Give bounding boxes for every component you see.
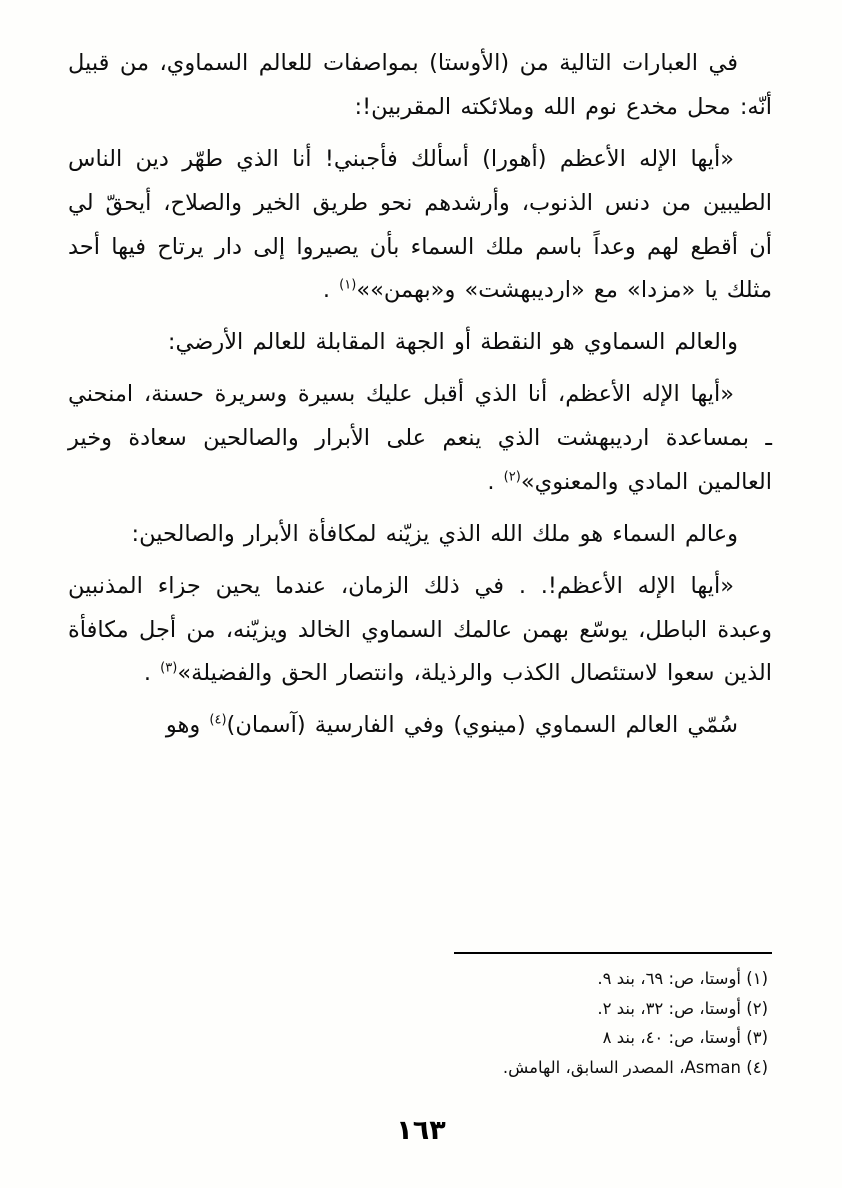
body-paragraph xyxy=(68,513,772,557)
footnote-separator xyxy=(454,952,772,954)
paragraph-text: «أيها الإله الأعظم (أهورا) أسألك فأجبني! أنا الذي طهّر دين الناس الطيبين من دنس الذنوب، وأرشدهم نحو طريق الخير والصلاح، أيحقّ لي أن أقطع لهم وعداً باسم ملك السماء بأن يصيروا إلى دار يرتاح فيها أحد مثلك يا «مزدا» مع «ارديبهشت» و«بهمن»» xyxy=(68,145,772,304)
footnote-marker: (١) xyxy=(339,277,357,293)
quote-paragraph xyxy=(68,565,772,697)
page-number: ١٦٣ xyxy=(396,1115,446,1146)
footnote-marker: (٤) xyxy=(209,712,227,728)
body-paragraph xyxy=(68,704,772,748)
footnote-area xyxy=(68,952,772,1083)
quote-paragraph xyxy=(68,138,772,314)
paragraph-tail: . xyxy=(487,468,504,495)
footnote: (٢) أوستا، ص: ٣٢، بند ٢. xyxy=(597,998,768,1018)
paragraph-text: سُمّي العالم السماوي (مينوي) وفي الفارسية (آسمان) xyxy=(226,712,738,739)
main-text-block xyxy=(68,42,772,756)
paragraph-tail: . xyxy=(322,277,340,304)
body-paragraph xyxy=(68,321,772,365)
footnote: (٤) Asman، المصدر السابق، الهامش. xyxy=(502,1058,768,1078)
quote-paragraph xyxy=(68,373,772,505)
paragraph-text: وعالم السماء هو ملك الله الذي يزيّنه لمكافأة الأبرار والصالحين: xyxy=(131,520,738,547)
footnote-marker: (٣) xyxy=(160,660,178,676)
paragraph-text: في العبارات التالية من (الأوستا) بمواصفات للعالم السماوي، من قبيل أنّه: محل مخدع نوم الله وملائكته المقربين!: xyxy=(68,50,772,120)
paragraph-tail: . xyxy=(143,660,161,687)
paragraph-text: «أيها الإله الأعظم، أنا الذي أقبل عليك بسيرة وسريرة حسنة، امنحني ـ بمساعدة ارديبهشت الذي ينعم على الأبرار والصالحين سعادة وخير العالمين المادي والمعنوي» xyxy=(68,381,772,495)
paragraph-text: والعالم السماوي هو النقطة أو الجهة المقابلة للعالم الأرضي: xyxy=(167,329,738,356)
paragraph-text: «أيها الإله الأعظم!. . في ذلك الزمان، عندما يحين جزاء المذنبين وعبدة الباطل، يوسّع بهمن عالمك السماوي الخالد ويزيّنه، من أجل مكافأة الذين سعوا لاستئصال الكذب والرذيلة، وانتصار الحق والفضيلة» xyxy=(68,572,772,687)
body-paragraph xyxy=(68,42,772,130)
footnote: (١) أوستا، ص: ٦٩، بند ٩. xyxy=(597,969,768,988)
paragraph-tail: وهو xyxy=(165,712,210,739)
footnote-marker: (٢) xyxy=(503,469,521,485)
footnote: (٣) أوستا، ص: ٤٠، بند ٨ xyxy=(602,1028,768,1048)
